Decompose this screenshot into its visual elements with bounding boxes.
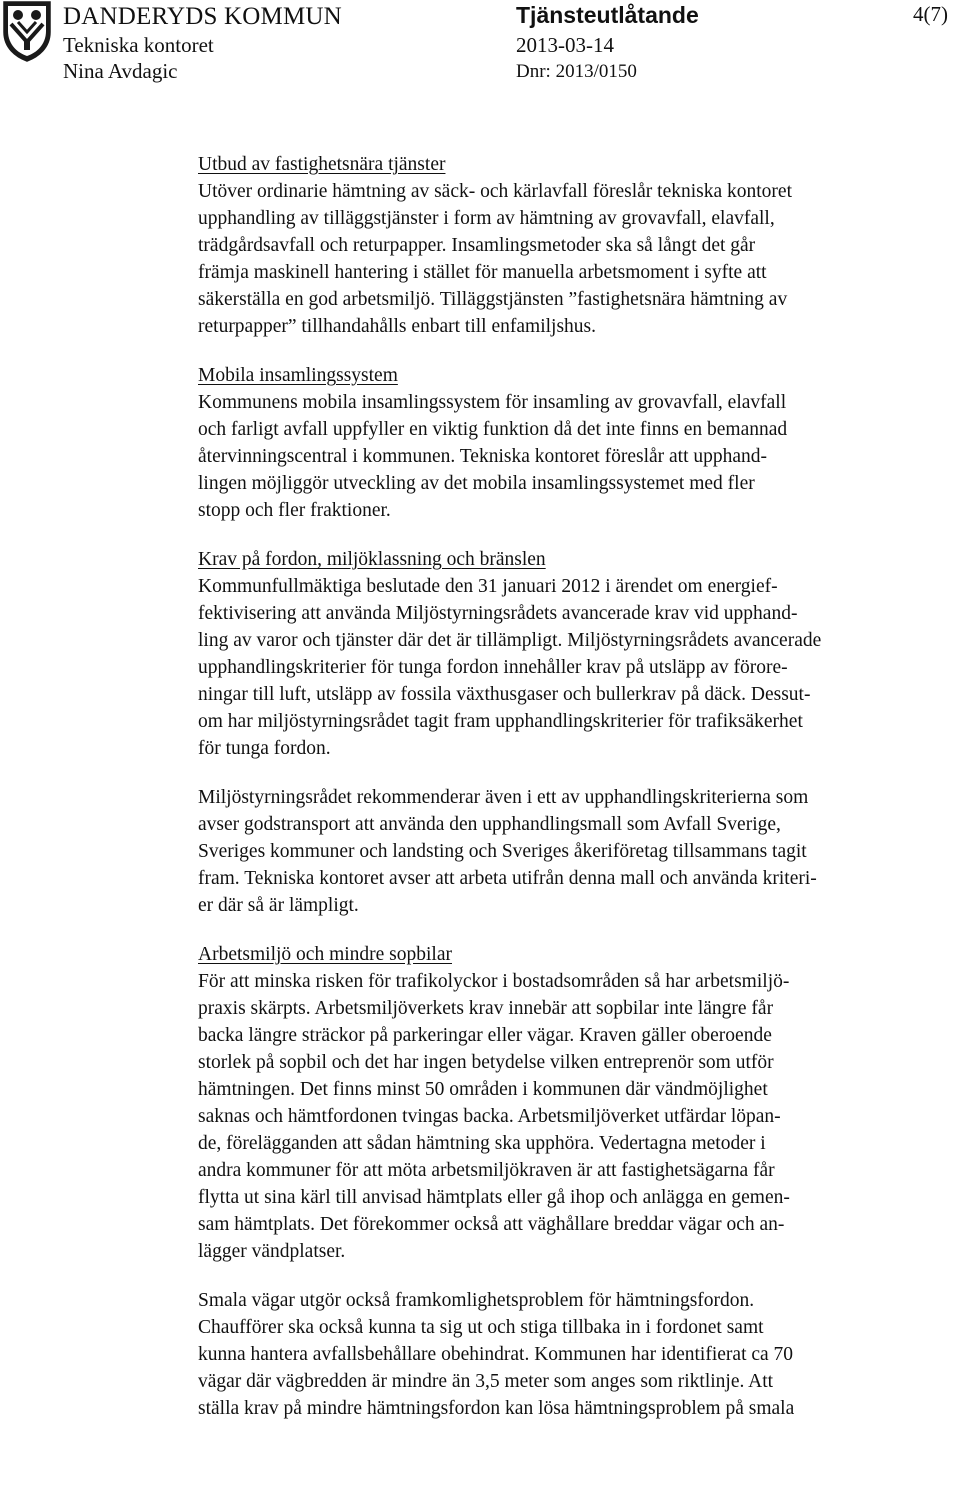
document-header [0, 0, 960, 100]
text-line: För att minska risken för trafikolyckor i bostadsområden så har arbetsmiljö- [198, 971, 790, 992]
text-line: vägar där vägbredden är mindre än 3,5 meter som anges som riktlinje. Att [198, 1371, 774, 1392]
text-line: främja maskinell hantering i stället för manuella arbetsmoment i syfte att [198, 262, 767, 283]
municipal-crest-icon [2, 0, 52, 62]
document-diary-number: Dnr: 2013/0150 [516, 61, 637, 82]
paragraph [198, 784, 958, 919]
document-body [198, 151, 958, 1444]
section [198, 941, 958, 1422]
text-line: och farligt avfall uppfyller en viktig funktion då det inte finns en bemannad [198, 419, 788, 440]
section-heading: Arbetsmiljö och mindre sopbilar [198, 944, 452, 965]
document-date: 2013-03-14 [516, 33, 614, 57]
section [198, 546, 958, 919]
text-line: Smala vägar utgör också framkomlighetsproblem för hämtningsfordon. [198, 1290, 755, 1311]
text-line: fram. Tekniska kontoret avser att arbeta utifrån denna mall och använda kriteri- [198, 868, 817, 889]
paragraph [198, 389, 958, 524]
section [198, 362, 958, 524]
paragraph [198, 178, 958, 340]
text-line: returpapper” tillhandahålls enbart till enfamiljshus. [198, 316, 596, 337]
text-line: avser godstransport att använda den upphandlingsmall som Avfall Sverige, [198, 814, 781, 835]
document-type: Tjänsteutlåtande [516, 2, 699, 28]
text-line: stopp och fler fraktioner. [198, 500, 391, 521]
author-name: Nina Avdagic [63, 59, 178, 83]
text-line: Miljöstyrningsrådet rekommenderar även i ett av upphandlingskriterierna som [198, 787, 809, 808]
text-line: lägger vändplatser. [198, 1241, 346, 1262]
text-line: andra kommuner för att möta arbetsmiljökraven är att fastighetsägarna får [198, 1160, 775, 1181]
section-heading: Krav på fordon, miljöklassning och bränslen [198, 549, 546, 570]
text-line: de, förelägganden att sådan hämtning ska upphöra. Vedertagna metoder i [198, 1133, 766, 1154]
text-line: lingen möjliggör utveckling av det mobila insamlingssystemet med fler [198, 473, 755, 494]
section-heading: Utbud av fastighetsnära tjänster [198, 154, 446, 175]
text-line: för tunga fordon. [198, 738, 331, 759]
text-line: säkerställa en god arbetsmiljö. Tilläggstjänsten ”fastighetsnära hämtning av [198, 289, 788, 310]
text-line: Sveriges kommuner och landsting och Sveriges åkeriföretag tillsammans tagit [198, 841, 807, 862]
department-name: Tekniska kontoret [63, 33, 214, 57]
section [198, 151, 958, 340]
text-line: trädgårdsavfall och returpapper. Insamlingsmetoder ska så långt det går [198, 235, 756, 256]
text-line: kunna hantera avfallsbehållare obehindrat. Kommunen har identifierat ca 70 [198, 1344, 794, 1365]
text-line: saknas och hämtfordonen tvingas backa. Arbetsmiljöverket utfärdar löpan- [198, 1106, 781, 1127]
text-line: hämtningen. Det finns minst 50 områden i kommunen där vändmöjlighet [198, 1079, 768, 1100]
text-line: återvinningscentral i kommunen. Tekniska kontoret föreslår att upphand- [198, 446, 768, 467]
text-line: fektivisering att använda Miljöstyrningsrådets avancerade krav vid upphand- [198, 603, 798, 624]
text-line: er där så är lämpligt. [198, 895, 359, 916]
text-line: Kommunfullmäktiga beslutade den 31 januari 2012 i ärendet om energief- [198, 576, 778, 597]
page-number: 4(7) [913, 2, 948, 26]
text-line: upphandling av tilläggstjänster i form av hämtning av grovavfall, elavfall, [198, 208, 775, 229]
paragraph [198, 968, 958, 1265]
text-line: backa längre sträckor på parkeringar eller vägar. Kraven gäller oberoende [198, 1025, 772, 1046]
text-line: Chaufförer ska också kunna ta sig ut och stiga tillbaka in i fordonet samt [198, 1317, 764, 1338]
section-heading: Mobila insamlingssystem [198, 365, 398, 386]
text-line: Kommunens mobila insamlingssystem för insamling av grovavfall, elavfall [198, 392, 787, 413]
text-line: ningar till luft, utsläpp av fossila växthusgaser och bullerkrav på däck. Dessut- [198, 684, 811, 705]
text-line: sam hämtplats. Det förekommer också att väghållare breddar vägar och an- [198, 1214, 785, 1235]
text-line: ling av varor och tjänster där det är tillämpligt. Miljöstyrningsrådets avancerade [198, 630, 822, 651]
text-line: upphandlingskriterier för tunga fordon innehåller krav på utsläpp av förore- [198, 657, 788, 678]
paragraph [198, 573, 958, 762]
text-line: ställa krav på mindre hämtningsfordon kan lösa hämtningsproblem på smala [198, 1398, 795, 1419]
text-line: om har miljöstyrningsrådet tagit fram upphandlingskriterier för trafiksäkerhet [198, 711, 803, 732]
text-line: praxis skärpts. Arbetsmiljöverkets krav innebär att sopbilar inte längre får [198, 998, 774, 1019]
paragraph [198, 1287, 958, 1422]
organization-name: DANDERYDS KOMMUN [63, 3, 342, 30]
text-line: storlek på sopbil och det har ingen betydelse vilken entreprenör som utför [198, 1052, 774, 1073]
text-line: Utöver ordinarie hämtning av säck- och kärlavfall föreslår tekniska kontoret [198, 181, 792, 202]
text-line: flytta ut sina kärl till anvisad hämtplats eller gå ihop och anlägga en gemen- [198, 1187, 790, 1208]
